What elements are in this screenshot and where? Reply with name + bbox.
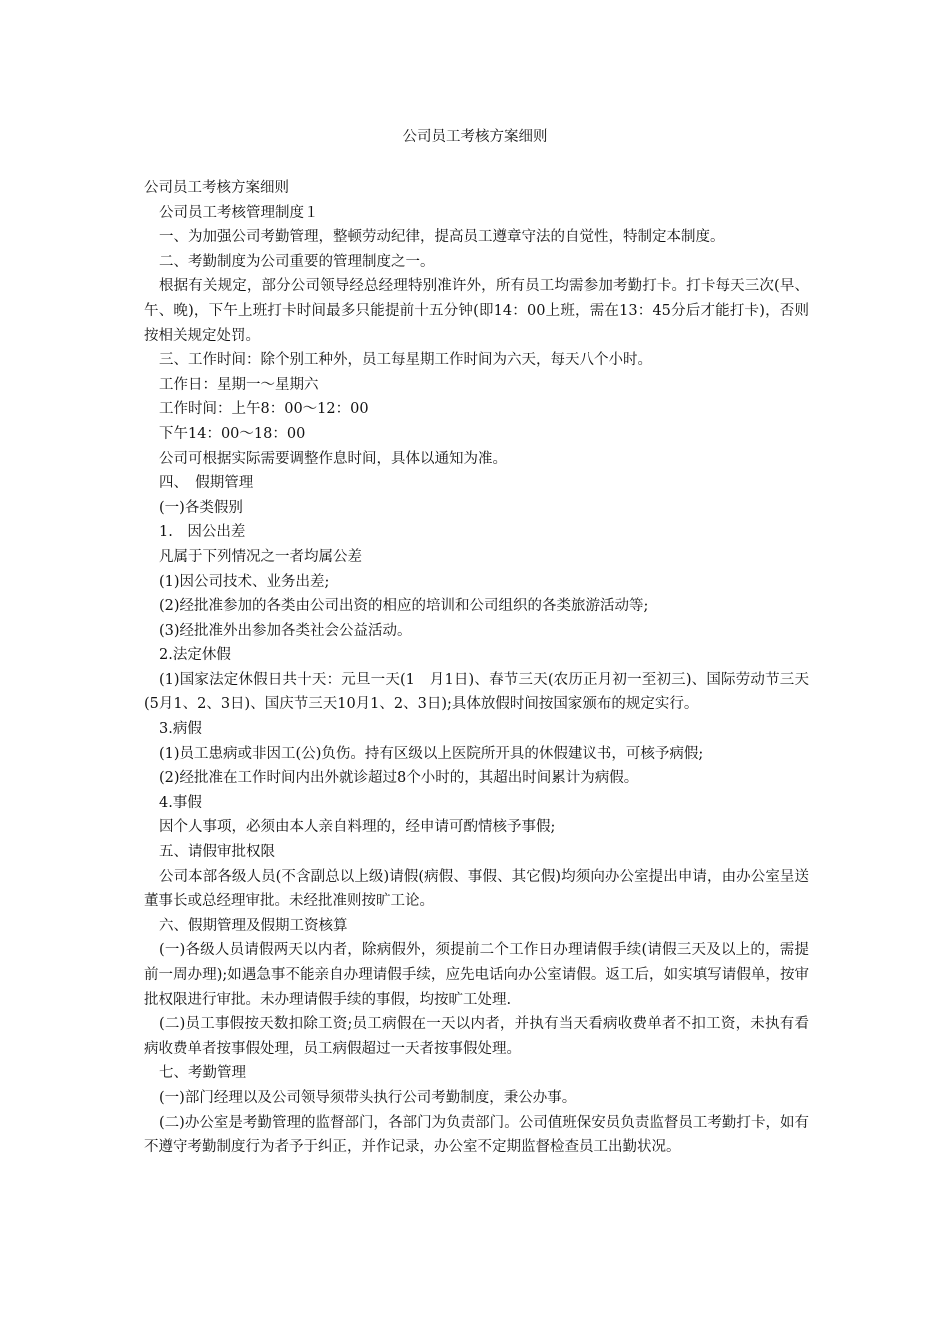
document-body [144, 176, 809, 1160]
paragraph: 凡属于下列情况之一者均属公差 [159, 548, 362, 565]
paragraph: 二、考勤制度为公司重要的管理制度之一。 [159, 253, 435, 270]
paragraph: 工作日：星期一～星期六 [159, 376, 319, 393]
paragraph: 工作时间：上午8：00～12：00 [159, 401, 369, 418]
paragraph: (一)各级人员请假两天以内者，除病假外，须提前二个工作日办理请假手续(请假三天及以上的，需提前一周办理);如遇急事不能亲自办理请假手续，应先电话向办公室请假。返工后，如实填写请假单，按审批权限进行审批。未办理请假手续的事假，均按旷工处理. [144, 942, 809, 1008]
paragraph: (二)办公室是考勤管理的监督部门，各部门为负责部门。公司值班保安员负责监督员工考勤打卡，如有不遵守考勤制度行为者予于纠正，并作记录，办公室不定期监督检查员工出勤状况。 [144, 1114, 809, 1156]
paragraph: 公司可根据实际需要调整作息时间，具体以通知为准。 [159, 450, 507, 467]
paragraph: (1)员工患病或非因工(公)负伤。持有区级以上医院所开具的休假建议书，可核予病假; [159, 745, 704, 762]
paragraph: 公司本部各级人员(不含副总以上级)请假(病假、事假、其它假)均须向办公室提出申请，由办公室呈送董事长或总经理审批。未经批准则按旷工论。 [144, 868, 809, 910]
paragraph: 公司员工考核方案细则 [144, 180, 289, 196]
paragraph: (2)经批准在工作时间内出外就诊超过8个小时的，其超出时间累计为病假。 [159, 770, 639, 787]
paragraph: 三、工作时间：除个别工种外，员工每星期工作时间为六天，每天八个小时。 [159, 352, 652, 369]
paragraph: 一、为加强公司考勤管理，整顿劳动纪律，提高员工遵章守法的自觉性，特制定本制度。 [159, 229, 725, 246]
paragraph: (2)经批准参加的各类由公司出资的相应的培训和公司组织的各类旅游活动等; [159, 598, 649, 615]
paragraph: 七、考勤管理 [159, 1065, 246, 1082]
document-title: 公司员工考核方案细则 [402, 129, 548, 145]
paragraph: (二)员工事假按天数扣除工资;员工病假在一天以内者，并执有当天看病收费单者不扣工资，未执有看病收费单者按事假处理，员工病假超过一天者按事假处理。 [144, 1016, 809, 1057]
paragraph: (1)国家法定休假日共十天：元旦一天(1 月1日)、春节三天(农历正月初一至初三)、国际劳动节三天(5月1、2、3日)、国庆节三天10月1、2、3日);具体放假时间按国家颁布的规定实行。 [144, 671, 809, 713]
paragraph: 因个人事项，必须由本人亲自料理的，经申请可酌情核予事假; [159, 819, 556, 836]
paragraph: 六、假期管理及假期工资核算 [159, 917, 348, 934]
paragraph: (1)因公司技术、业务出差; [159, 573, 330, 590]
paragraph: 五、请假审批权限 [159, 844, 275, 861]
paragraph: (一)各类假别 [159, 499, 243, 516]
paragraph: 公司员工考核管理制度１ [159, 204, 319, 221]
paragraph: 4.事假 [159, 794, 202, 811]
paragraph: 2.法定休假 [159, 647, 231, 664]
paragraph: (3)经批准外出参加各类社会公益活动。 [159, 622, 412, 639]
paragraph: 1. 因公出差 [159, 524, 246, 541]
paragraph: 下午14：00～18：00 [159, 425, 306, 442]
paragraph: 3.病假 [159, 721, 202, 738]
paragraph: 根据有关规定，部分公司领导经总经理特别准许外，所有员工均需参加考勤打卡。打卡每天三次(早、午、晚)，下午上班打卡时间最多只能提前十五分钟(即14：00上班，需在13：45分后才能打卡)，否则按相关规定处罚。 [144, 278, 809, 344]
paragraph: 四、 假期管理 [159, 475, 254, 492]
paragraph: (一)部门经理以及公司领导须带头执行公司考勤制度，秉公办事。 [159, 1089, 577, 1106]
